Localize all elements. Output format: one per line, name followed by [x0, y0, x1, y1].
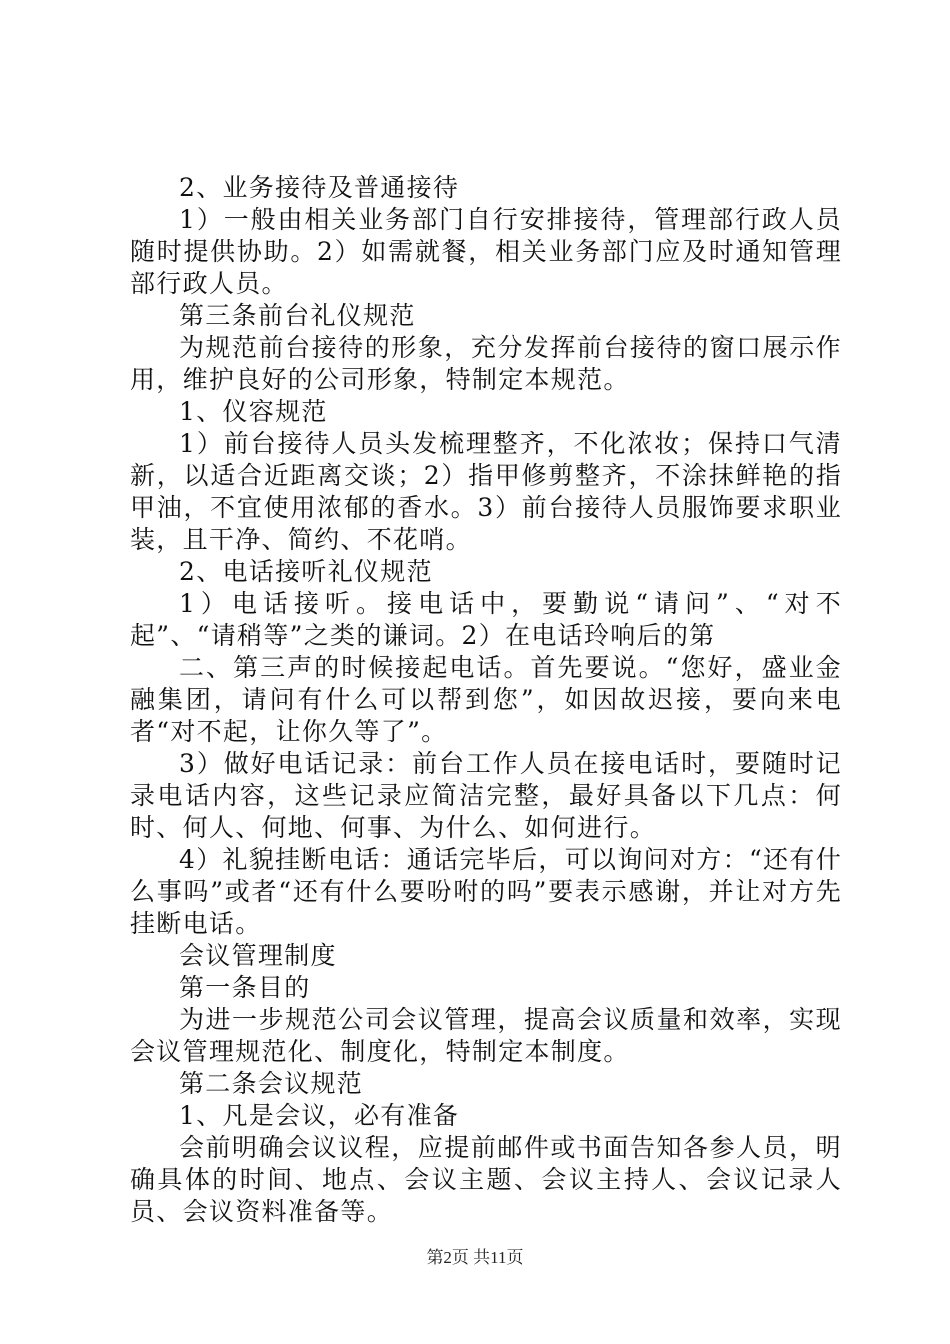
paragraph: 二、第三声的时候接起电话。首先要说。“您好，盛业金融集团，请问有什么可以帮到您”，如因故迟接，要向来电者“对不起，让你久等了”。 — [130, 653, 842, 746]
paragraph: 1）电话接听。接电话中，要勤说“请问”、“对不起”、“请稍等”之类的谦词。2）在电话玲响后的第 — [130, 589, 842, 650]
paragraph: 为进一步规范公司会议管理，提高会议质量和效率，实现会议管理规范化、制度化，特制定本制度。 — [130, 1005, 842, 1066]
document-body — [130, 172, 842, 1228]
paragraph: 会前明确会议议程，应提前邮件或书面告知各参人员，明确具体的时间、地点、会议主题、会议主持人、会议记录人员、会议资料准备等。 — [130, 1133, 842, 1226]
paragraph: 第二条会议规范 — [179, 1069, 364, 1098]
paragraph: 为规范前台接待的形象，充分发挥前台接待的窗口展示作用，维护良好的公司形象，特制定本规范。 — [130, 333, 842, 394]
paragraph: 第一条目的 — [179, 973, 311, 1002]
paragraph: 4）礼貌挂断电话：通话完毕后，可以询问对方：“还有什么事吗”或者“还有什么要吩咐的吗”要表示感谢，并让对方先挂断电话。 — [130, 845, 842, 938]
paragraph: 1、凡是会议，必有准备 — [179, 1101, 460, 1130]
paragraph: 2、业务接待及普通接待 — [179, 173, 460, 202]
paragraph: 会议管理制度 — [179, 941, 337, 970]
paragraph: 1）一般由相关业务部门自行安排接待，管理部行政人员随时提供协助。2）如需就餐，相关业务部门应及时通知管理部行政人员。 — [130, 205, 842, 298]
paragraph: 1、仪容规范 — [179, 397, 328, 426]
paragraph: 3）做好电话记录：前台工作人员在接电话时，要随时记录电话内容，这些记录应简洁完整，最好具备以下几点：何时、何人、何地、何事、为什么、如何进行。 — [130, 749, 842, 842]
paragraph: 1）前台接待人员头发梳理整齐，不化浓妆；保持口气清新，以适合近距离交谈；2）指甲修剪整齐，不涂抹鲜艳的指甲油，不宜使用浓郁的香水。3）前台接待人员服饰要求职业装，且干净、简约、不花哨。 — [130, 429, 842, 554]
paragraph: 2、电话接听礼仪规范 — [179, 557, 433, 586]
page-number-footer: 第2页 共11页 — [426, 1248, 524, 1267]
paragraph: 第三条前台礼仪规范 — [179, 301, 416, 330]
